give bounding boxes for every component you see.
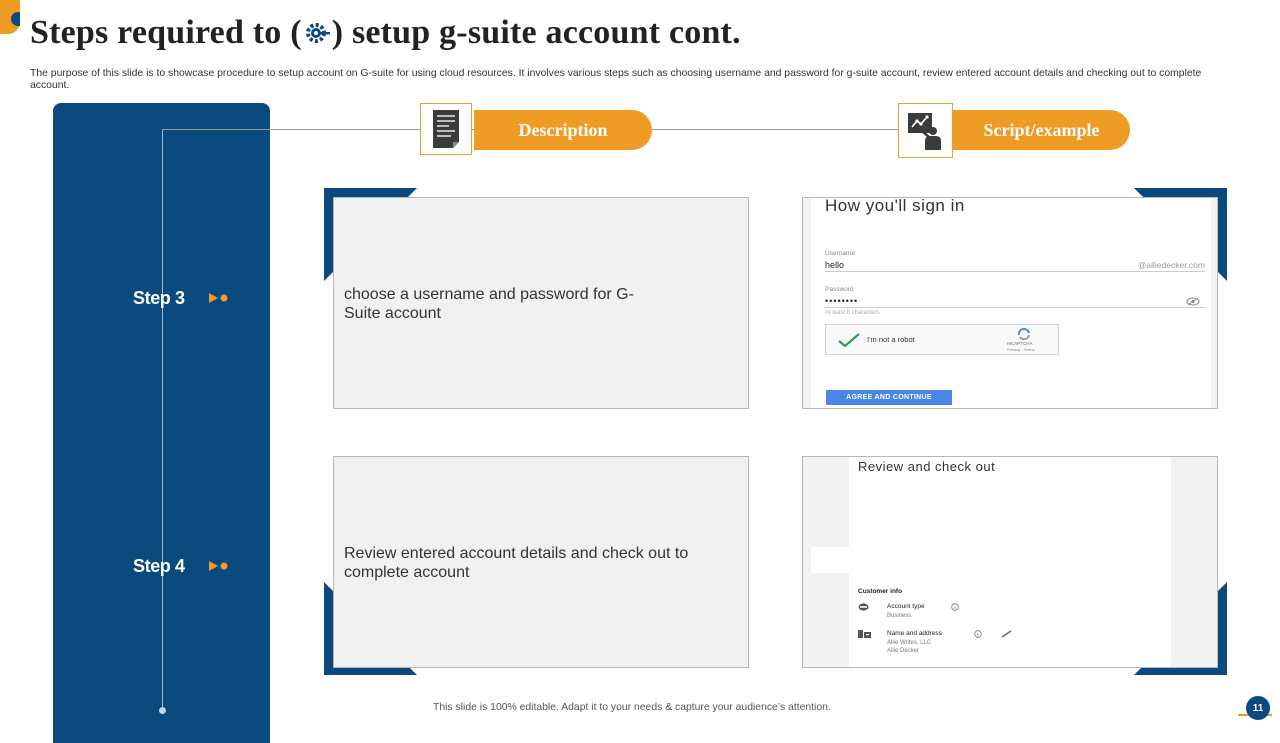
account-type-icon <box>858 603 869 611</box>
username-label: Username <box>825 250 855 257</box>
signin-heading: How you'll sign in <box>825 197 965 215</box>
info-icon[interactable] <box>951 603 959 611</box>
domain-suffix: @alliedecker.com <box>1137 260 1205 270</box>
building-icon <box>858 630 871 638</box>
account-type-label: Account type <box>887 603 925 610</box>
step-3-description-card <box>333 197 749 409</box>
presenter-icon <box>906 111 946 151</box>
recaptcha-box <box>825 324 1059 355</box>
checkmark-icon[interactable] <box>838 333 860 347</box>
password-input[interactable]: •••••••• <box>825 296 859 306</box>
description-header-icon-box <box>420 103 472 155</box>
title-part-1: Steps required to ( <box>30 14 302 51</box>
timeline-end-dot <box>159 707 166 714</box>
page-number: 11 <box>1246 696 1270 720</box>
username-input[interactable]: hello <box>825 260 845 270</box>
gear-icon <box>304 20 330 46</box>
footer-note: This slide is 100% editable. Adapt it to your needs & capture your audience’s attention. <box>433 702 831 713</box>
name-address-label: Name and address <box>887 630 942 637</box>
review-heading: Review and check out <box>858 459 996 474</box>
step-3-example-screenshot <box>802 197 1218 409</box>
step-4-arrow-icon <box>208 560 230 572</box>
captcha-brand: reCAPTCHA <box>1007 341 1033 346</box>
password-label: Password <box>825 286 854 293</box>
person-name: Allie Decker <box>887 648 920 654</box>
agree-continue-button[interactable]: AGREE AND CONTINUE <box>826 390 952 405</box>
slide-subtitle: The purpose of this slide is to showcase procedure to setup account on G-suite for using cloud resources. It involves various steps such as choosing username and password for g-suite account, review entered account details and checking out to complete account. <box>30 68 1202 91</box>
password-hint: At least 8 characters <box>825 310 880 316</box>
hide-password-icon[interactable] <box>1186 297 1200 306</box>
edit-icon[interactable] <box>1001 630 1013 638</box>
step-4-example-screenshot <box>802 456 1218 668</box>
step-4-description: Review entered account details and check out to complete account <box>344 545 689 581</box>
captcha-terms[interactable]: Privacy - Terms <box>1007 347 1035 352</box>
customer-info-label: Customer info <box>858 588 903 595</box>
step-3-description: choose a username and password for G-Suite account <box>344 286 634 322</box>
corner-decoration <box>0 0 20 34</box>
recaptcha-logo-icon <box>1016 328 1032 341</box>
step-4-label: Step 4 <box>133 556 185 576</box>
document-icon <box>431 109 461 149</box>
script-header: Script/example <box>953 110 1130 150</box>
account-type-value: Business <box>887 613 912 619</box>
timeline-line <box>162 130 163 710</box>
script-header-icon-box <box>898 103 953 158</box>
step-3-label: Step 3 <box>133 288 185 308</box>
business-name: Allie Writes, LLC <box>887 640 932 646</box>
info-icon[interactable] <box>974 630 982 638</box>
step-3-arrow-icon <box>208 292 230 304</box>
description-header: Description <box>474 110 652 150</box>
title-part-2: ) setup g-suite account cont. <box>331 14 741 51</box>
step-4-description-card <box>333 456 749 668</box>
captcha-label: I'm not a robot <box>867 335 915 344</box>
page-title <box>30 14 741 52</box>
